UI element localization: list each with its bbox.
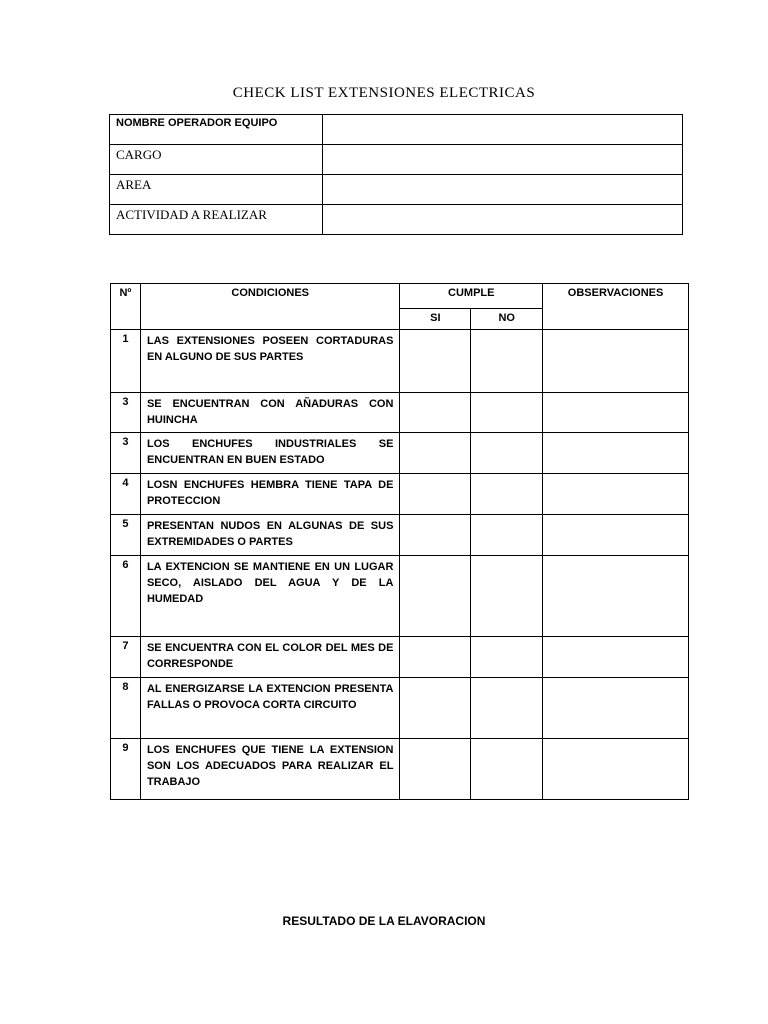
row-condition: PRESENTAN NUDOS EN ALGUNAS DE SUS EXTREMIDADES O PARTES xyxy=(140,515,400,556)
row-number: 4 xyxy=(111,474,141,515)
row-condition: LOSN ENCHUFES HEMBRA TIENE TAPA DE PROTECCION xyxy=(140,474,400,515)
row-cell-observations[interactable] xyxy=(543,678,689,739)
info-label-activity: ACTIVIDAD A REALIZAR xyxy=(110,205,323,235)
table-row xyxy=(111,556,689,637)
row-cell-no[interactable] xyxy=(471,330,543,393)
info-label-operator: NOMBRE OPERADOR EQUIPO xyxy=(110,115,323,145)
info-label-cargo: CARGO xyxy=(110,145,323,175)
row-cell-no[interactable] xyxy=(471,556,543,637)
row-cell-observations[interactable] xyxy=(543,637,689,678)
row-condition: SE ENCUENTRAN CON AÑADURAS CON HUINCHA xyxy=(140,393,400,433)
checklist-table xyxy=(110,283,689,800)
row-condition: LOS ENCHUFES INDUSTRIALES SE ENCUENTRAN EN BUEN ESTADO xyxy=(140,433,400,474)
row-cell-no[interactable] xyxy=(471,739,543,800)
header-no: NO xyxy=(471,309,543,330)
row-number: 1 xyxy=(111,330,141,393)
row-cell-si[interactable] xyxy=(400,678,471,739)
row-number: 6 xyxy=(111,556,141,637)
row-cell-no[interactable] xyxy=(471,678,543,739)
row-number: 3 xyxy=(111,393,141,433)
row-number: 3 xyxy=(111,433,141,474)
row-cell-observations[interactable] xyxy=(543,474,689,515)
row-cell-si[interactable] xyxy=(400,739,471,800)
row-cell-observations[interactable] xyxy=(543,393,689,433)
operator-info-table xyxy=(109,114,683,235)
row-cell-si[interactable] xyxy=(400,433,471,474)
header-si: SI xyxy=(400,309,471,330)
row-cell-observations[interactable] xyxy=(543,515,689,556)
row-number: 8 xyxy=(111,678,141,739)
info-value-area[interactable] xyxy=(323,175,683,205)
row-cell-observations[interactable] xyxy=(543,739,689,800)
row-number: 9 xyxy=(111,739,141,800)
row-cell-si[interactable] xyxy=(400,556,471,637)
page-title: CHECK LIST EXTENSIONES ELECTRICAS xyxy=(232,85,536,101)
row-cell-no[interactable] xyxy=(471,515,543,556)
table-row xyxy=(111,474,689,515)
info-value-operator[interactable] xyxy=(323,115,683,145)
info-value-activity[interactable] xyxy=(323,205,683,235)
table-row xyxy=(111,739,689,800)
row-condition: LAS EXTENSIONES POSEEN CORTADURAS EN ALGUNO DE SUS PARTES xyxy=(140,330,400,393)
row-number: 5 xyxy=(111,515,141,556)
row-cell-si[interactable] xyxy=(400,330,471,393)
row-cell-no[interactable] xyxy=(471,474,543,515)
row-cell-no[interactable] xyxy=(471,393,543,433)
table-row xyxy=(111,393,689,433)
info-row-operator xyxy=(110,115,683,145)
row-cell-si[interactable] xyxy=(400,515,471,556)
row-cell-no[interactable] xyxy=(471,637,543,678)
info-value-cargo[interactable] xyxy=(323,145,683,175)
table-row xyxy=(111,433,689,474)
row-cell-observations[interactable] xyxy=(543,556,689,637)
footer-result-heading: RESULTADO DE LA ELAVORACION xyxy=(282,914,486,928)
info-row-cargo xyxy=(110,145,683,175)
table-row xyxy=(111,678,689,739)
row-condition: SE ENCUENTRA CON EL COLOR DEL MES DE CORRESPONDE xyxy=(140,637,400,678)
header-conditions: CONDICIONES xyxy=(140,284,400,330)
header-num: Nº xyxy=(111,284,141,330)
info-row-area xyxy=(110,175,683,205)
header-observations: OBSERVACIONES xyxy=(543,284,689,330)
row-cell-si[interactable] xyxy=(400,393,471,433)
row-cell-observations[interactable] xyxy=(543,433,689,474)
row-condition: LA EXTENCION SE MANTIENE EN UN LUGAR SECO, AISLADO DEL AGUA Y DE LA HUMEDAD xyxy=(140,556,400,637)
info-label-area: AREA xyxy=(110,175,323,205)
row-cell-observations[interactable] xyxy=(543,330,689,393)
table-row xyxy=(111,515,689,556)
header-row xyxy=(111,284,689,309)
table-row xyxy=(111,637,689,678)
table-row xyxy=(111,330,689,393)
row-condition: AL ENERGIZARSE LA EXTENCION PRESENTA FALLAS O PROVOCA CORTA CIRCUITO xyxy=(140,678,400,739)
row-cell-si[interactable] xyxy=(400,474,471,515)
row-number: 7 xyxy=(111,637,141,678)
row-cell-si[interactable] xyxy=(400,637,471,678)
header-cumple: CUMPLE xyxy=(400,284,543,309)
row-cell-no[interactable] xyxy=(471,433,543,474)
info-row-activity xyxy=(110,205,683,235)
row-condition: LOS ENCHUFES QUE TIENE LA EXTENSION SON LOS ADECUADOS PARA REALIZAR EL TRABAJO xyxy=(140,739,400,800)
